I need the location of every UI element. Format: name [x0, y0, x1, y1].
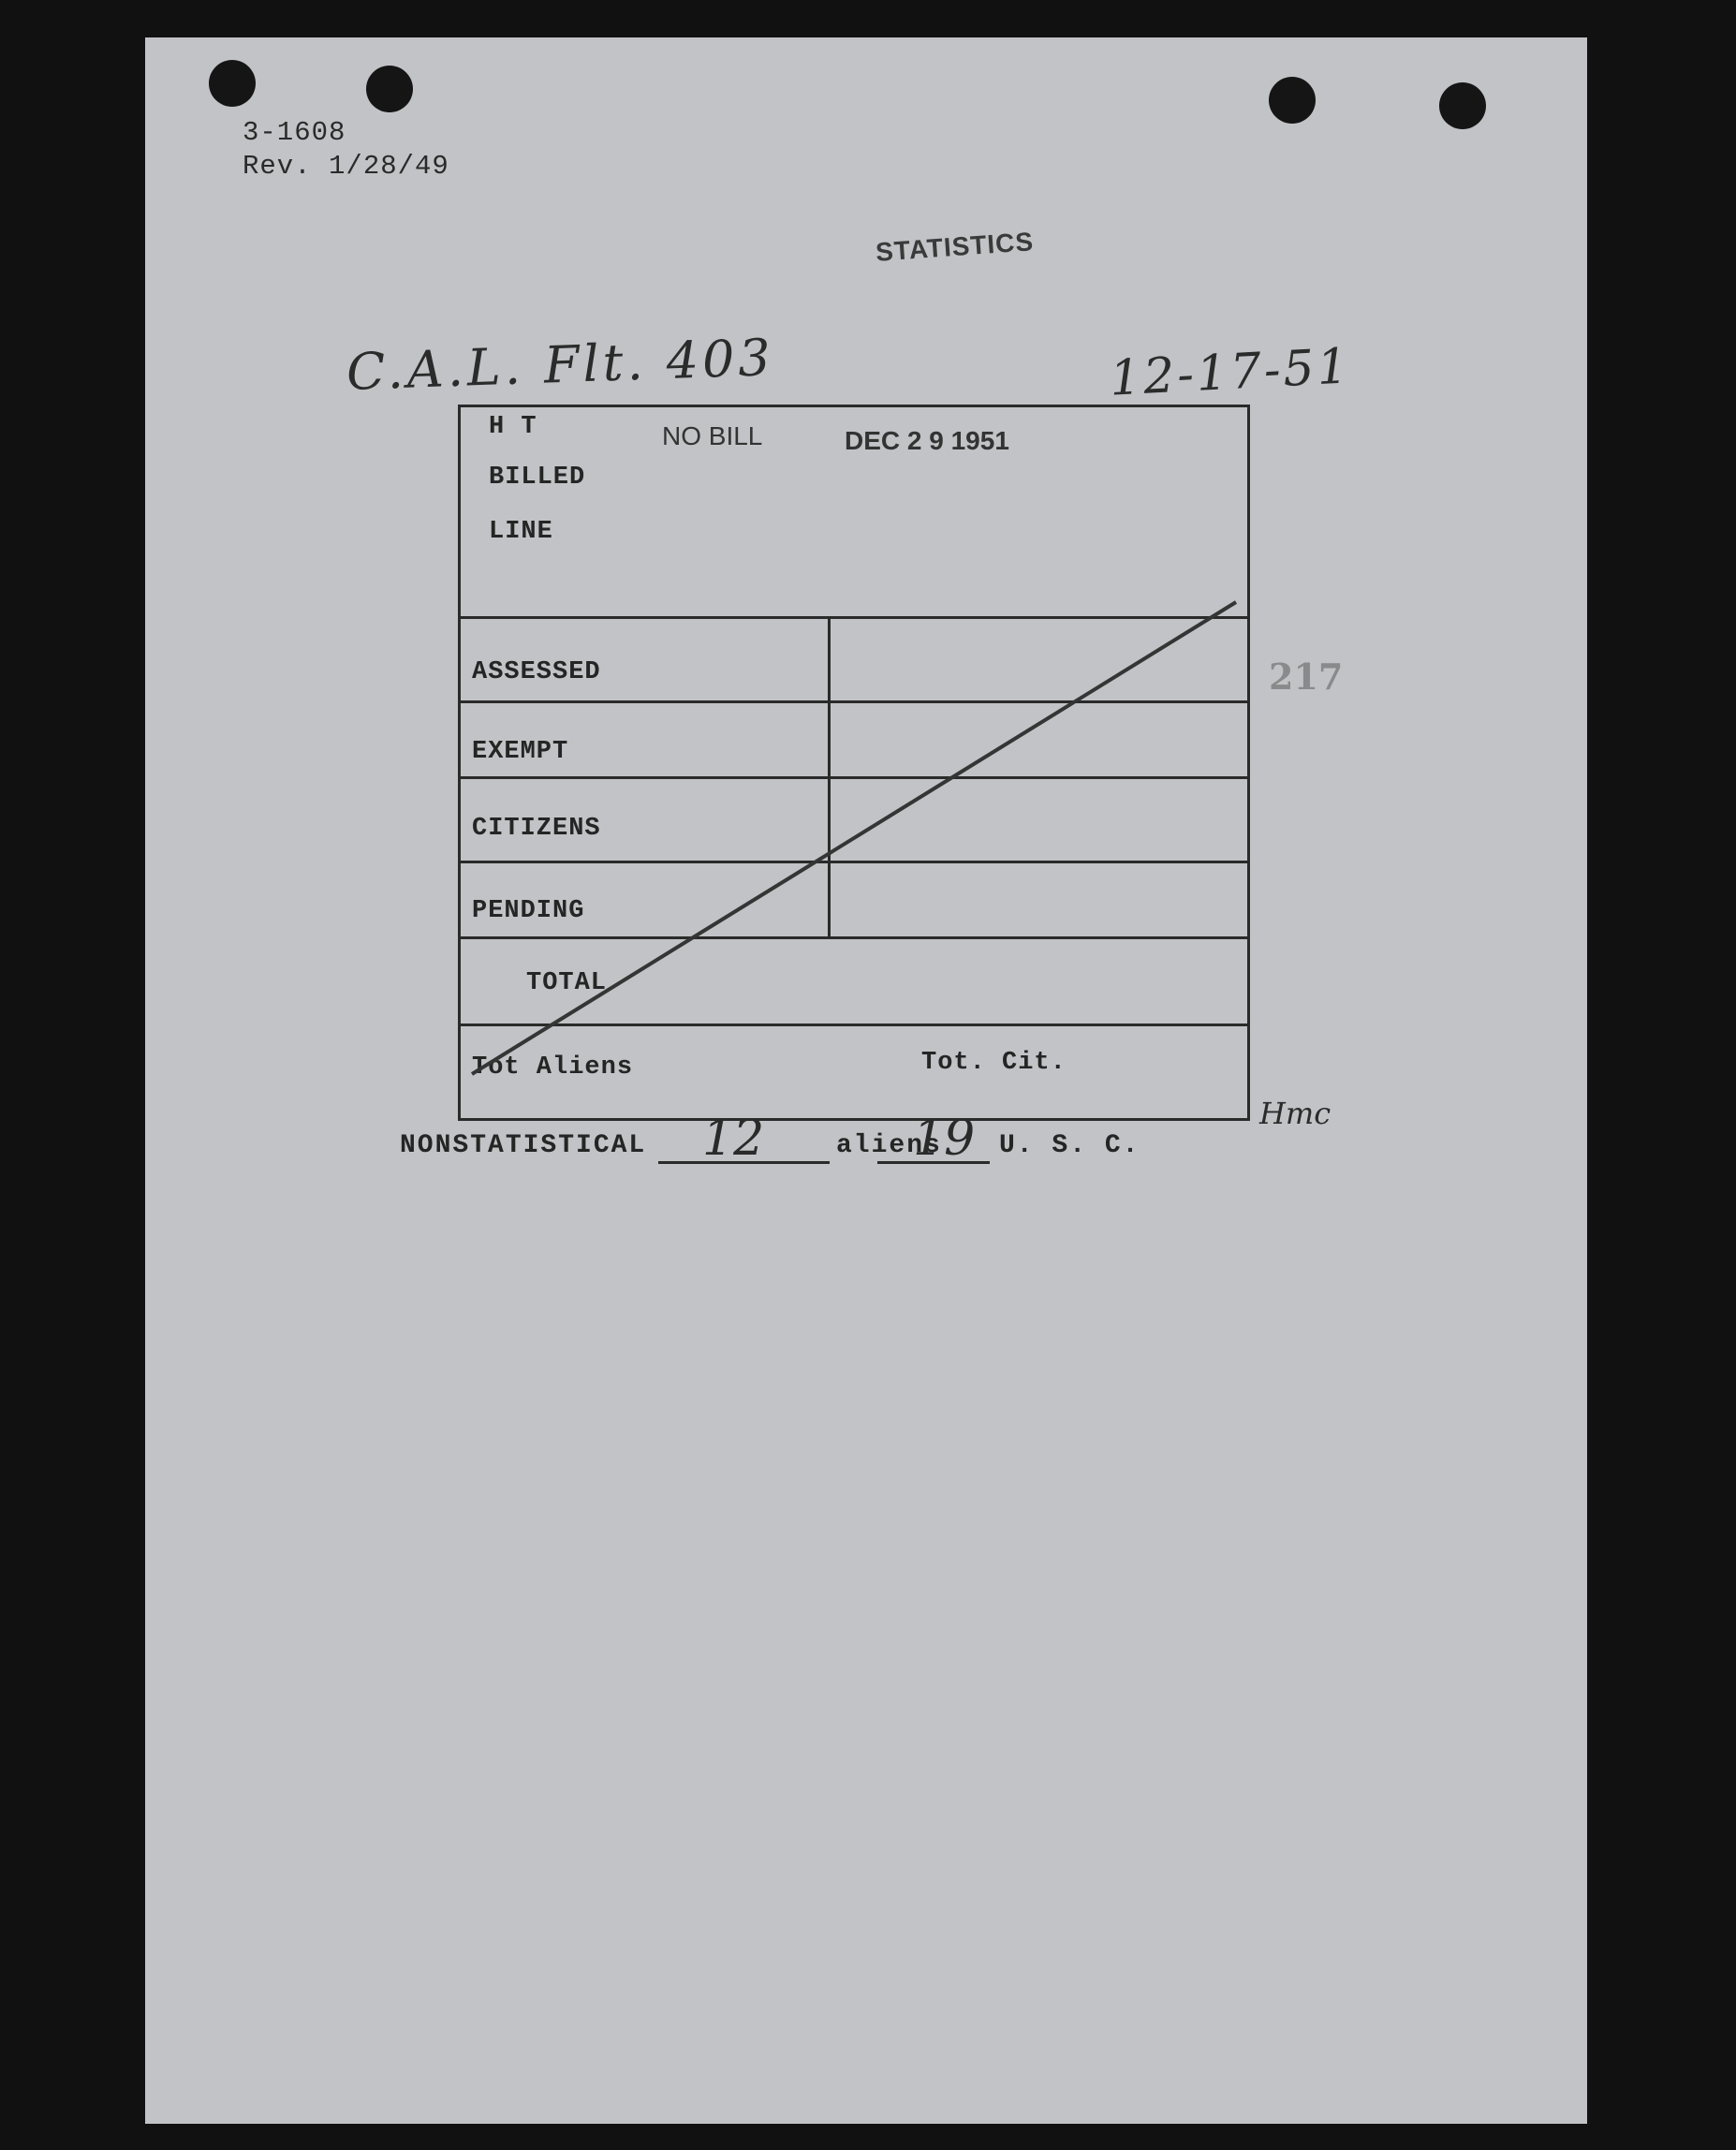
handwritten-flight: C.A.L. Flt. 403	[346, 328, 775, 402]
row-exempt: EXEMPT	[472, 738, 569, 766]
punch-hole	[1269, 77, 1316, 124]
handwritten-date: 12-17-51	[1108, 338, 1353, 407]
total-label: TOTAL	[526, 969, 608, 997]
no-bill-stamp: NO BILL	[662, 421, 763, 450]
cancel-strike-line	[461, 407, 1253, 1124]
side-number: 217	[1269, 655, 1344, 698]
usc-label: U. S. C.	[999, 1131, 1140, 1160]
billed-label: BILLED	[489, 464, 586, 492]
punch-hole	[1439, 82, 1486, 129]
handwritten-initials: Hmc	[1259, 1096, 1331, 1131]
form-revision: Rev. 1/28/49	[243, 151, 449, 182]
date-stamp: DEC 2 9 1951	[845, 426, 1009, 455]
tot-cit-label: Tot. Cit.	[921, 1049, 1067, 1077]
form-identifier	[243, 116, 449, 184]
statistics-stamp: STATISTICS	[875, 227, 1036, 267]
nonstatistical-line	[400, 1131, 646, 1160]
row-pending: PENDING	[472, 897, 585, 925]
punch-hole	[366, 66, 413, 112]
punch-hole	[209, 60, 256, 107]
ht-label: H T	[489, 413, 537, 441]
tot-aliens-label: Tot Aliens	[472, 1053, 634, 1082]
line-label: LINE	[489, 518, 553, 546]
form-number: 3-1608	[243, 117, 346, 148]
document-page	[145, 37, 1587, 2124]
aliens-label: aliens	[836, 1131, 942, 1160]
usc-count: 19	[913, 1111, 976, 1167]
statistics-form-box	[458, 405, 1250, 1121]
aliens-count: 12	[702, 1111, 765, 1167]
nonstatistical-label: NONSTATISTICAL	[400, 1131, 647, 1160]
row-citizens: CITIZENS	[472, 815, 601, 843]
row-assessed: ASSESSED	[472, 658, 601, 686]
